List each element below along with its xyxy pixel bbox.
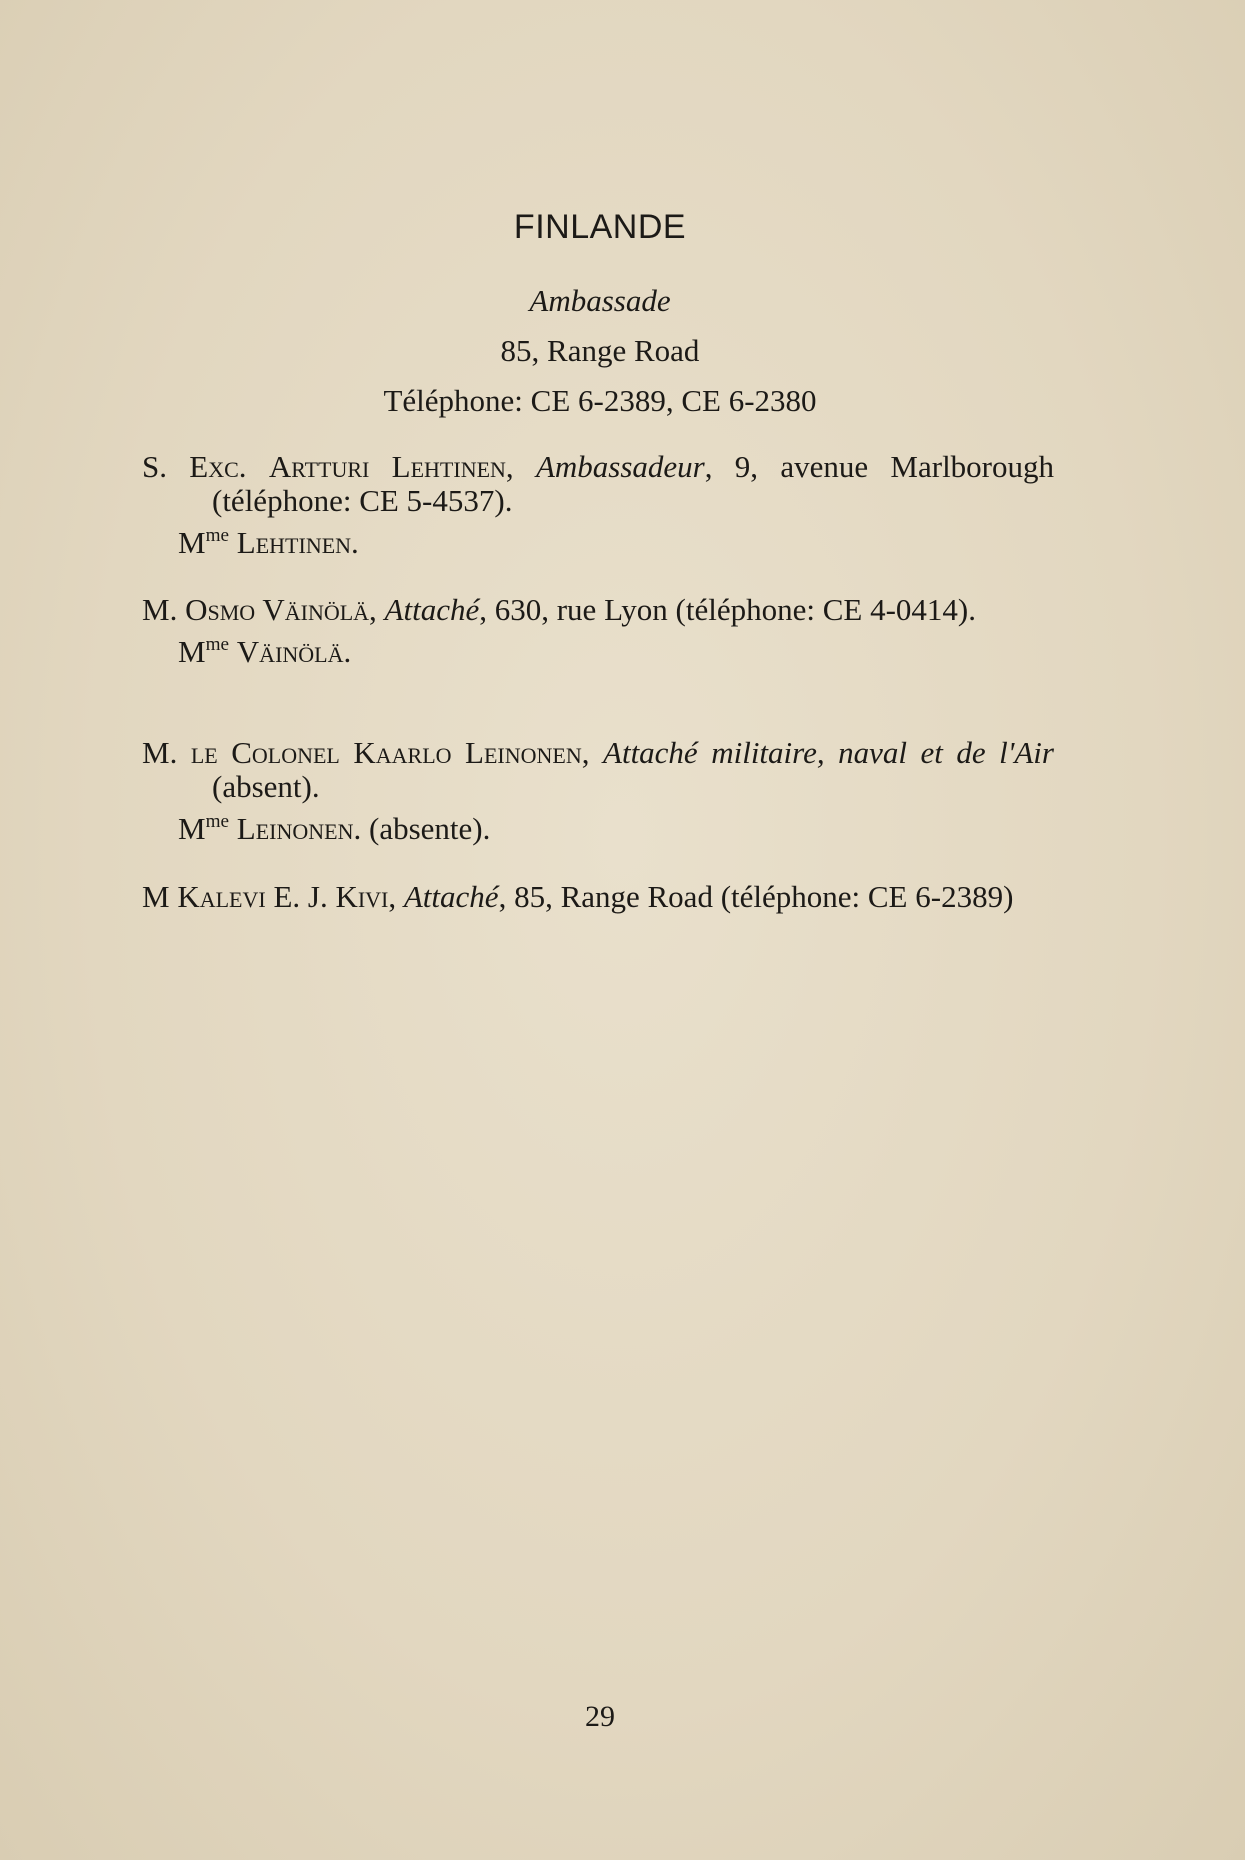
directory-entry (142, 736, 1054, 846)
entry-prefix: M. (142, 735, 191, 770)
entry-role: Attaché militaire, naval et de l'Air (603, 735, 1054, 770)
entry-details: , 9, avenue Marlborough (téléphone: CE 5-4537). (212, 449, 1055, 518)
entry-name: Kalevi E. J. Kivi (177, 879, 389, 914)
entry-spouse (142, 812, 1054, 846)
spouse-details: (absente). (361, 811, 491, 846)
entry-prefix: M (142, 879, 178, 914)
embassy-address: 85, Range Road (500, 333, 700, 368)
entry-details: , 85, Range Road (téléphone: CE 6-2389) (498, 879, 1014, 914)
embassy-telephone: Téléphone: CE 6-2389, CE 6-2380 (383, 383, 817, 418)
entry-details: (absent). (212, 769, 320, 804)
entry-title: Exc. (189, 449, 247, 484)
directory-entry (142, 880, 1054, 914)
entry-main: S. Exc. Artturi Lehtinen, Ambassadeur, 9, avenue Marlborough (téléphone: CE 5-4537). (142, 449, 1055, 518)
spouse-superscript: me (205, 634, 230, 656)
entry-spouse (142, 635, 1054, 669)
spouse-name: Leinonen. (236, 811, 362, 846)
entry-name: le Colonel Kaarlo Leinonen (190, 735, 582, 770)
directory-entry (142, 593, 1054, 669)
entry-name: Artturi Lehtinen (268, 449, 506, 484)
spouse-name: Lehtinen. (236, 525, 359, 560)
page-heading: FINLANDE (513, 208, 687, 246)
entry-prefix: S. (142, 449, 190, 484)
entry-spouse (142, 526, 1054, 560)
subheading: Ambassade (529, 283, 671, 318)
spouse-prefix: M (178, 525, 206, 560)
entry-role: Attaché (384, 592, 480, 627)
spouse-prefix: M (178, 811, 206, 846)
entry-name: Osmo Väinölä (185, 592, 370, 627)
entry-details: , 630, rue Lyon (téléphone: CE 4-0414). (479, 592, 976, 627)
directory-entry (142, 450, 1054, 560)
entry-role: Ambassadeur (535, 449, 705, 484)
entry-role: Attaché (403, 879, 499, 914)
entry-main: M. le Colonel Kaarlo Leinonen, Attaché militaire, naval et de l'Air (absent). (142, 735, 1054, 804)
spouse-name: Väinölä. (236, 634, 352, 669)
spouse-superscript: me (205, 811, 230, 833)
spouse-superscript: me (205, 525, 230, 547)
spouse-prefix: M (178, 634, 206, 669)
entry-main: M Kalevi E. J. Kivi, Attaché, 85, Range Road (téléphone: CE 6-2389) (142, 879, 1014, 914)
entry-prefix: M. (142, 592, 186, 627)
page-number: 29 (585, 1700, 615, 1733)
entry-main: M. Osmo Väinölä, Attaché, 630, rue Lyon (téléphone: CE 4-0414). (142, 592, 976, 627)
